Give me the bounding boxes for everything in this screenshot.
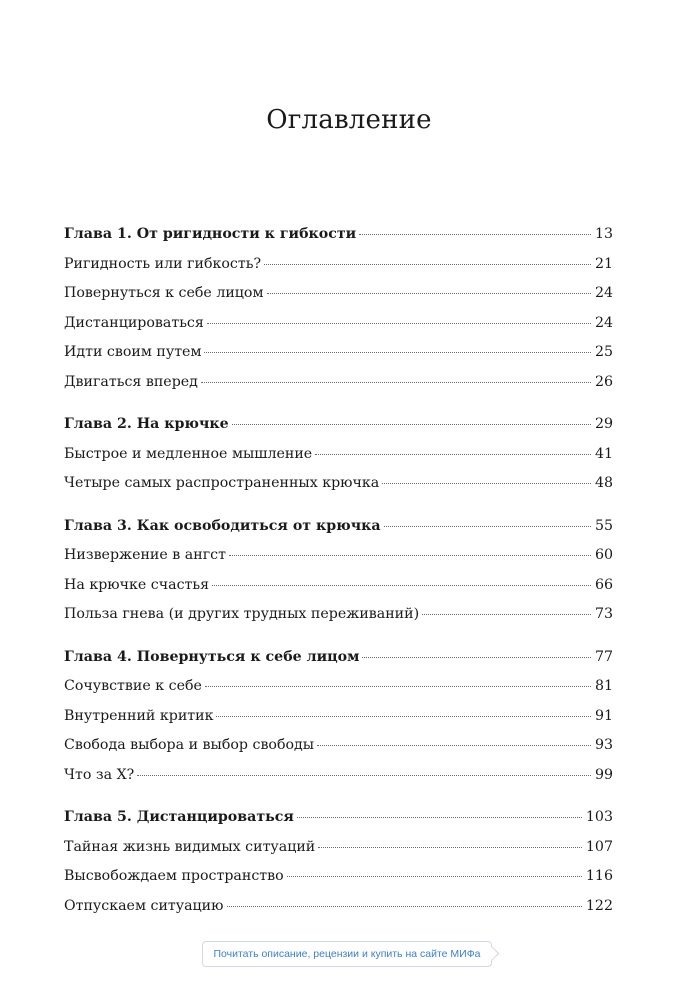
- toc-chapter-group: [64, 226, 613, 403]
- toc-entry-title: Свобода выбора и выбор свободы: [64, 737, 315, 753]
- toc-entry-title: Быстрое и медленное мышление: [64, 445, 313, 462]
- dot-leader: [297, 817, 582, 818]
- toc-entry-title: Дистанцироваться: [64, 314, 204, 331]
- toc-page-number: 122: [585, 897, 613, 914]
- toc-entry: [64, 577, 613, 607]
- toc-entry-title: Четыре самых распространенных крючка: [64, 475, 380, 491]
- toc-page-number: 24: [594, 314, 613, 331]
- toc-entry: [64, 315, 613, 345]
- dot-leader: [359, 234, 591, 235]
- toc-page-number: 48: [594, 475, 613, 491]
- dot-leader: [201, 382, 591, 383]
- dot-leader: [267, 293, 591, 294]
- toc-chapter-title: Глава 5. Дистанцироваться: [64, 809, 294, 825]
- dot-leader: [212, 585, 591, 586]
- toc-page-number: 25: [594, 344, 613, 360]
- toc-chapter-title: Глава 4. Повернуться к себе лицом: [64, 648, 360, 665]
- toc-entry-title: Низвержение в ангст: [64, 547, 226, 563]
- toc-entry-title: Идти своим путем: [64, 344, 202, 360]
- toc-entry: [64, 678, 613, 708]
- toc-chapter-entry: [64, 416, 613, 446]
- toc-entry: [64, 256, 613, 286]
- toc-entry: [64, 767, 613, 797]
- toc-page-number: 60: [594, 547, 613, 563]
- toc-entry: [64, 839, 613, 869]
- toc-page-number: 93: [594, 737, 613, 753]
- toc-entry: [64, 446, 613, 476]
- toc-entry-title: Что за Х?: [64, 766, 135, 783]
- toc-page-number: 26: [594, 373, 613, 390]
- toc-page-number: 41: [594, 445, 613, 462]
- dot-leader: [205, 686, 591, 687]
- toc-entry: [64, 737, 613, 767]
- toc-entry: [64, 547, 613, 577]
- toc-entry-title: Двигаться вперед: [64, 373, 198, 390]
- dot-leader: [232, 424, 591, 425]
- page-title: Оглавление: [266, 105, 432, 136]
- toc-entry-title: На крючке счастья: [64, 576, 210, 593]
- toc-chapter-entry: [64, 226, 613, 256]
- dot-leader: [264, 264, 591, 265]
- toc-chapter-title: Глава 3. Как освободиться от крючка: [64, 517, 381, 534]
- toc-entry: [64, 374, 613, 404]
- toc-entry: [64, 344, 613, 374]
- toc-page-number: 29: [594, 416, 613, 432]
- toc-page-number: 103: [585, 809, 613, 825]
- dot-leader: [318, 847, 582, 848]
- dot-leader: [229, 555, 591, 556]
- toc-page-number: 21: [594, 255, 613, 272]
- toc-chapter-title: Глава 2. На крючке: [64, 416, 229, 432]
- buy-book-link[interactable]: Почитать описание, рецензии и купить на сайте МИФа: [202, 941, 492, 967]
- toc-page-number: 99: [594, 766, 613, 783]
- toc-entry-title: Тайная жизнь видимых ситуаций: [64, 838, 316, 855]
- table-of-contents: [64, 226, 613, 940]
- dot-leader: [422, 614, 591, 615]
- toc-chapter-group: [64, 809, 613, 927]
- toc-page-number: 13: [594, 226, 613, 242]
- toc-entry: [64, 475, 613, 505]
- dot-leader: [287, 876, 582, 877]
- toc-entry-title: Высвобождаем пространство: [64, 868, 284, 884]
- toc-chapter-entry: [64, 518, 613, 548]
- toc-entry-title: Внутренний критик: [64, 707, 214, 724]
- dot-leader: [317, 745, 591, 746]
- dot-leader: [204, 352, 590, 353]
- toc-entry: [64, 606, 613, 636]
- dot-leader: [315, 454, 591, 455]
- dot-leader: [227, 906, 582, 907]
- dot-leader: [137, 775, 591, 776]
- toc-entry-title: Польза гнева (и других трудных переживаний): [64, 606, 420, 622]
- toc-entry: [64, 868, 613, 898]
- dot-leader: [216, 716, 590, 717]
- toc-page-number: 91: [594, 707, 613, 724]
- toc-page-number: 24: [594, 285, 613, 301]
- dot-leader: [382, 483, 591, 484]
- toc-chapter-entry: [64, 809, 613, 839]
- toc-entry-title: Сочувствие к себе: [64, 678, 202, 694]
- toc-entry-title: Ригидность или гибкость?: [64, 255, 262, 272]
- dot-leader: [384, 526, 591, 527]
- toc-chapter-entry: [64, 649, 613, 679]
- toc-chapter-group: [64, 416, 613, 505]
- toc-page-number: 73: [594, 606, 613, 622]
- toc-page-number: 66: [594, 576, 613, 593]
- toc-page-number: 107: [585, 838, 613, 855]
- toc-page-number: 116: [585, 868, 613, 884]
- toc-entry: [64, 898, 613, 928]
- toc-chapter-title: Глава 1. От ригидности к гибкости: [64, 226, 357, 242]
- toc-page-number: 55: [594, 517, 613, 534]
- toc-entry-title: Повернуться к себе лицом: [64, 285, 264, 301]
- toc-entry: [64, 285, 613, 315]
- toc-entry: [64, 708, 613, 738]
- toc-chapter-group: [64, 649, 613, 797]
- toc-page-number: 77: [594, 648, 613, 665]
- dot-leader: [207, 323, 591, 324]
- dot-leader: [362, 657, 591, 658]
- toc-chapter-group: [64, 518, 613, 636]
- toc-page-number: 81: [594, 678, 613, 694]
- toc-entry-title: Отпускаем ситуацию: [64, 897, 224, 914]
